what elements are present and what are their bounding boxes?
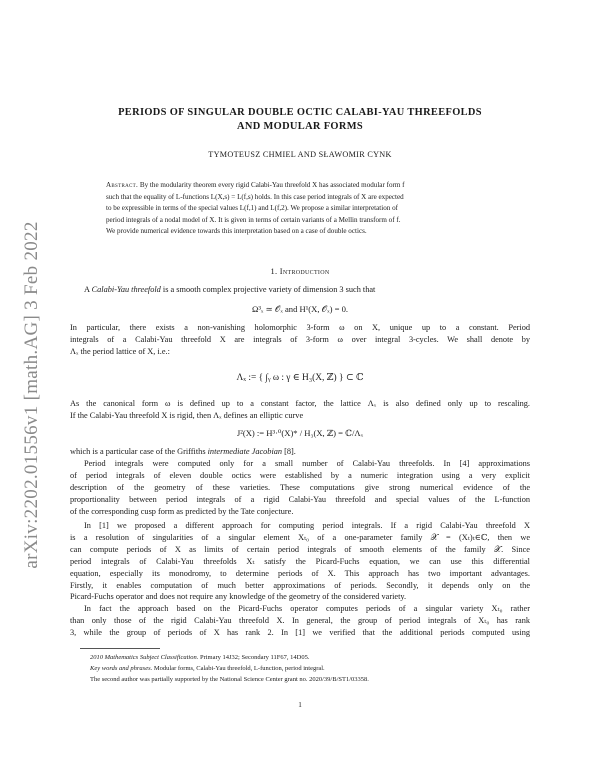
paragraph-line: which is a particular case of the Griffiths intermediate Jacobian [8]. bbox=[70, 447, 296, 456]
paragraph-line: In fact the approach based on the Picard-Fuchs operator computes periods of a singular variety Xₜ₀ rather bbox=[84, 604, 530, 613]
section-title: Introduction bbox=[279, 267, 330, 276]
paragraph-line: Λₓ the period lattice of X, i.e.: bbox=[70, 346, 170, 356]
abstract-line: Abstract. By the modularity theorem every rigid Calabi-Yau threefold X has associated modular form f bbox=[106, 181, 405, 189]
paragraph-picard-fuchs bbox=[70, 603, 530, 639]
paragraph-line: As the canonical form ω is defined up to a constant factor, the lattice Λₓ is also defined only up to rescaling. bbox=[70, 399, 530, 408]
equation-3: J²(X) := H³·⁰(X)* / H₃(X, ℤ) = ℂ/Λₓ bbox=[236, 428, 364, 438]
footnote-msc bbox=[90, 653, 530, 664]
msc-text: Primary 14J32; Secondary 11F67, 14D05. bbox=[198, 654, 310, 661]
msc-label: 2010 Mathematics Subject Classification. bbox=[90, 654, 199, 661]
abstract bbox=[106, 180, 494, 238]
paragraph-line: can compute periods of X as limits of certain period integrals of smooth elements of the family 𝒳. Since bbox=[70, 544, 530, 554]
paragraph-line: description of the geometry of these varieties. These computations give strong numerical evidence of the bbox=[70, 482, 530, 492]
arxiv-stamp-text: arXiv:2202.01556v1 [math.AG] 3 Feb 2022 bbox=[21, 221, 42, 569]
keywords-text: Modular forms, Calabi-Yau threefold, L-function, period integral. bbox=[152, 665, 325, 672]
paragraph-line: of period integrals of eleven double octics were established by a numeric integration using a very explicit bbox=[70, 470, 530, 480]
abstract-heading: Abstract. bbox=[106, 181, 139, 189]
paragraph-line: period integrals of Calabi-Yau threefolds Xₜ satisfy the Picard-Fuchs equation, we can use this differential bbox=[70, 556, 530, 566]
paragraph-line: In [1] we proposed a different approach for computing period integrals. If a rigid Calabi-Yau threefold X bbox=[84, 521, 530, 530]
equation-1: Ω³ₓ ≃ 𝒪ₓ and H¹(X, 𝒪ₓ) = 0. bbox=[251, 304, 349, 314]
paragraph-line: A Calabi-Yau threefold is a smooth complex projective variety of dimension 3 such that bbox=[84, 285, 376, 294]
paragraph-jacobian bbox=[70, 446, 530, 458]
paragraph-line: 3, while the group of periods of X has rank 2. In [1] we verified that the additional periods computed using bbox=[70, 627, 530, 637]
paper-title-line-2: AND MODULAR FORMS bbox=[236, 121, 363, 132]
paragraph-line: Firstly, it enables computation of much better approximations of periods. Secondly, it depends only on the bbox=[70, 580, 530, 590]
footnote-keywords bbox=[90, 664, 530, 675]
authors: TYMOTEUSZ CHMIEL AND SŁAWOMIR CYNK bbox=[208, 150, 392, 159]
abstract-line: We provide numerical evidence towards this interpretation based on a case of double octics. bbox=[106, 227, 367, 236]
page-number: 1 bbox=[298, 701, 302, 709]
paragraph-line: Picard-Fuchs operator and does not require any knowledge of the geometry of the considered variety. bbox=[70, 592, 407, 602]
paragraph-lattice bbox=[70, 398, 530, 422]
paragraph-period-integrals bbox=[70, 322, 530, 358]
paragraph-line: of the corresponding cusp form as predicted by the Tate conjecture. bbox=[70, 506, 294, 516]
footnote-grant: The second author was partially supported by the National Science Center grant no. 2020/39/B/ST1/03358. bbox=[90, 676, 369, 683]
footnote-rule bbox=[80, 648, 160, 649]
paragraph-approach bbox=[70, 520, 530, 603]
defined-term: Calabi-Yau threefold bbox=[91, 285, 161, 294]
arxiv-stamp bbox=[20, 210, 44, 580]
paragraph-line: equation, especially its monodromy, to determine periods of X. This approach has two important advantages. bbox=[70, 568, 530, 578]
keywords-label: Key words and phrases. bbox=[90, 665, 153, 672]
section-heading bbox=[60, 267, 540, 276]
paragraph-line: integrals of a Calabi-Yau threefold X are integrals of 3-form ω over integral 3-cycles. We shall denote by bbox=[70, 334, 530, 344]
equation-2: Λₓ := { ∫ᵧ ω : γ ∈ H₃(X, ℤ) } ⊂ ℂ bbox=[236, 373, 364, 383]
paragraph-line: than only those of the rigid Calabi-Yau threefold X. In general, the group of period integrals of Xₜ₀ has rank bbox=[70, 615, 530, 625]
paragraph-line: is a resolution of singularities of a singular element Xₜ₀ of a one-parameter family 𝒳 = (Xₜ)ₜ∈ℂ, then we bbox=[70, 532, 530, 542]
paragraph-line: If the Calabi-Yau threefold X is rigid, then Λₓ defines an elliptic curve bbox=[70, 410, 304, 420]
jacobian-term: intermediate Jacobian bbox=[207, 447, 283, 456]
paragraph-line: proportionality between period integrals of a rigid Calabi-Yau threefold and special values of the L-function bbox=[70, 494, 530, 504]
paragraph-line: Period integrals were computed only for a small number of Calabi-Yau threefolds. In [4] approximations bbox=[84, 459, 530, 468]
abstract-line: to be expressible in terms of the special values L(f,1) and L(f,2). We propose a similar interpretation of bbox=[106, 204, 399, 213]
paper-title-line-1: PERIODS OF SINGULAR DOUBLE OCTIC CALABI-YAU THREEFOLDS bbox=[118, 107, 482, 118]
abstract-line: period integrals of a nodal model of X. It is given in terms of certain variants of a Mellin transform of f. bbox=[106, 215, 401, 224]
paragraph-line: In particular, there exists a non-vanishing holomorphic 3-form ω on X, unique up to a constant. Period bbox=[70, 323, 530, 332]
section-number: 1. bbox=[270, 267, 278, 276]
paragraph-definition bbox=[70, 284, 530, 296]
paragraph-computations bbox=[70, 458, 530, 518]
abstract-line: such that the equality of L-functions L(X,s) = L(f,s) holds. In this case period integrals of X are expected bbox=[106, 192, 404, 201]
